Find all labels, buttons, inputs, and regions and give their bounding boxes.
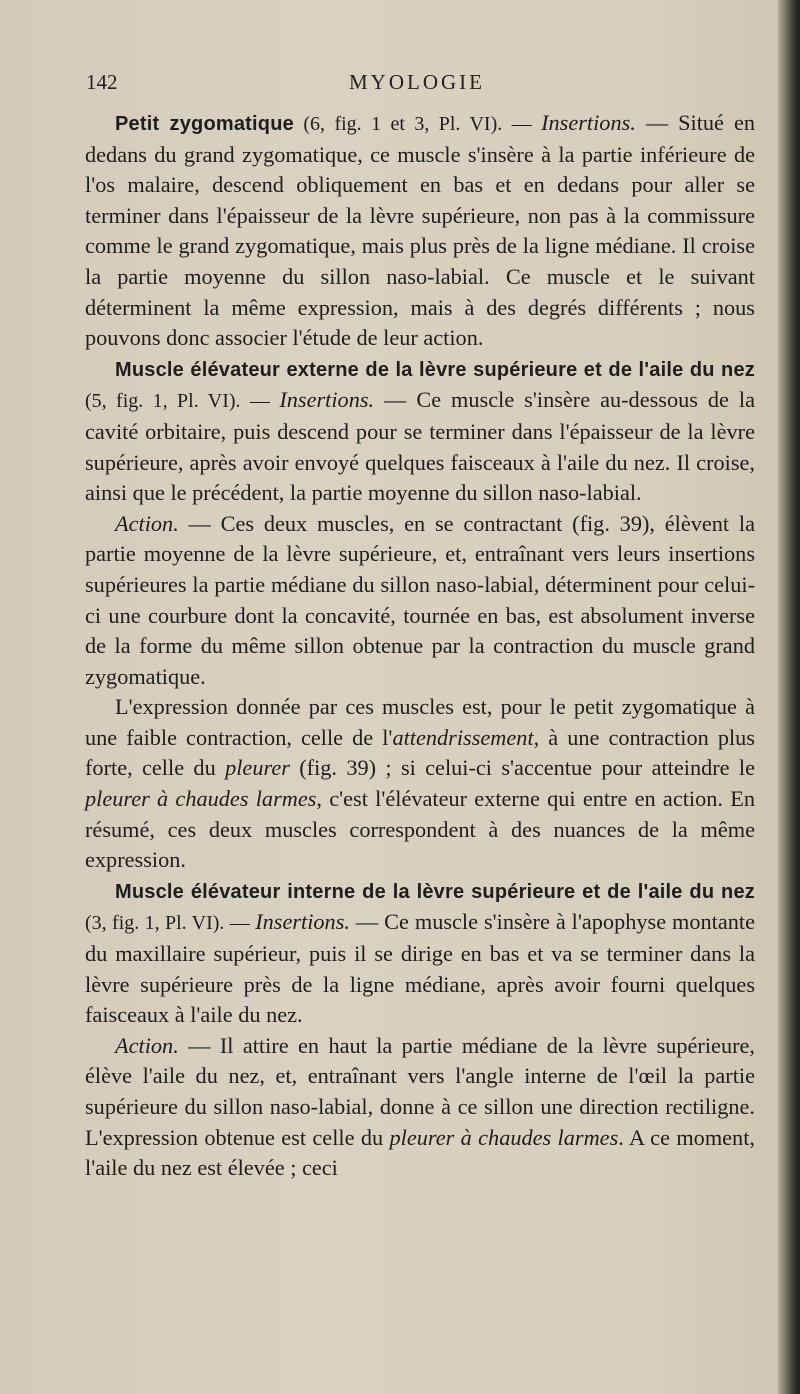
subsection-label: Action. bbox=[115, 510, 179, 536]
paragraph-text: — Ce muscle s'insère à l'apophyse montante du maxillaire supérieur, puis il se dirige en bas et va se terminer dans la lèvre supérieure près de la ligne médiane, après avoir fourni quelques faisceaux à l'aile du nez. bbox=[85, 909, 756, 1028]
italic-term: attendrissement bbox=[392, 724, 534, 750]
italic-term: pleurer à chaudes larmes bbox=[85, 786, 317, 812]
paragraph-expression bbox=[85, 692, 755, 876]
text-run: — Il attire en haut la partie médiane de la lèvre supérieure, élève l'aile du nez, et, entraînant vers l'angle interne de l'œil la partie supérieure du sillon naso-labial, donne à ce sillon une direction rectiligne. L'expression obtenue est celle du bbox=[85, 1032, 755, 1150]
paragraph-text: — Ce muscle s'insère au-dessous de la cavité orbitaire, puis descend pour se terminer dans l'épaisseur de la lèvre supérieure, après avoir envoyé quelques faisceaux à l'aile du nez. Il croise, ainsi que le précédent, la partie moyenne du sillon naso-labial. bbox=[85, 387, 755, 506]
page-header bbox=[82, 70, 752, 100]
paragraph-action-2 bbox=[85, 1031, 755, 1184]
text-run: . A ce moment, l'aile du nez est élevée ; ceci bbox=[85, 1124, 755, 1181]
paragraph-elevateur-interne bbox=[85, 876, 755, 1031]
subsection-label: Insertions. bbox=[255, 909, 350, 935]
figure-reference: (3, fig. 1, Pl. VI). — bbox=[85, 912, 256, 935]
subsection-label: Insertions. bbox=[541, 110, 636, 135]
subsection-label: Action. bbox=[115, 1032, 179, 1058]
figure-reference: (6, fig. 1 et 3, Pl. VI). — bbox=[293, 113, 542, 135]
text-run: , à une contraction plus forte, celle du bbox=[85, 724, 755, 781]
subsection-label: Insertions. bbox=[279, 387, 375, 413]
text-run: , c'est l'élévateur externe qui entre en action. En résumé, ces deux muscles correspondent à des nuances de la même expression. bbox=[85, 786, 755, 873]
paragraph-action-1 bbox=[85, 509, 755, 693]
page-edge-shadow bbox=[778, 0, 800, 1394]
paragraph-petit-zygomatique bbox=[85, 108, 755, 354]
body-text bbox=[85, 108, 755, 1184]
paragraph-elevateur-externe bbox=[85, 354, 755, 509]
page-number: 142 bbox=[86, 70, 118, 94]
paragraph-text: — Ces deux muscles, en se contractant (fig. 39), élèvent la partie moyenne de la lèvre supérieure, et, entraînant vers leurs insertions supérieures la partie médiane du sillon naso-labial, déterminent pour celui-ci une courbure dont la concavité, tournée en bas, est absolument inverse de la forme du même sillon obtenue par la contraction du muscle grand zygomatique. bbox=[85, 510, 755, 689]
section-heading: Petit zygomatique bbox=[115, 113, 294, 135]
italic-term: pleurer à chaudes larmes bbox=[389, 1124, 619, 1150]
italic-term: pleurer bbox=[225, 755, 290, 781]
running-title: MYOLOGIE bbox=[349, 70, 485, 94]
text-run: L'expression donnée par ces muscles est, pour le petit zygomatique à une faible contraction, celle de l' bbox=[85, 694, 755, 750]
text-run: (fig. 39) ; si celui-ci s'accentue pour atteindre le bbox=[289, 755, 756, 781]
figure-reference: (5, fig. 1, Pl. VI). — bbox=[85, 390, 280, 413]
section-heading: Muscle élévateur externe de la lèvre supérieure et de l'aile du nez bbox=[115, 358, 755, 381]
section-heading: Muscle élévateur interne de la lèvre supérieure et de l'aile du nez bbox=[115, 880, 755, 903]
paragraph-text: — Situé en dedans du grand zygomatique, ce muscle s'insère à la partie inférieure de l'os malaire, descend obliquement en bas et en dedans pour aller se terminer dans l'épaisseur de la lèvre supérieure, non pas à la commissure comme le grand zygomatique, mais plus près de la ligne médiane. Il croise la partie moyenne du sillon naso-labial. Ce muscle et le suivant déterminent la même expression, mais à des degrés différents ; nous pouvons donc associer l'étude de leur action. bbox=[85, 110, 755, 351]
